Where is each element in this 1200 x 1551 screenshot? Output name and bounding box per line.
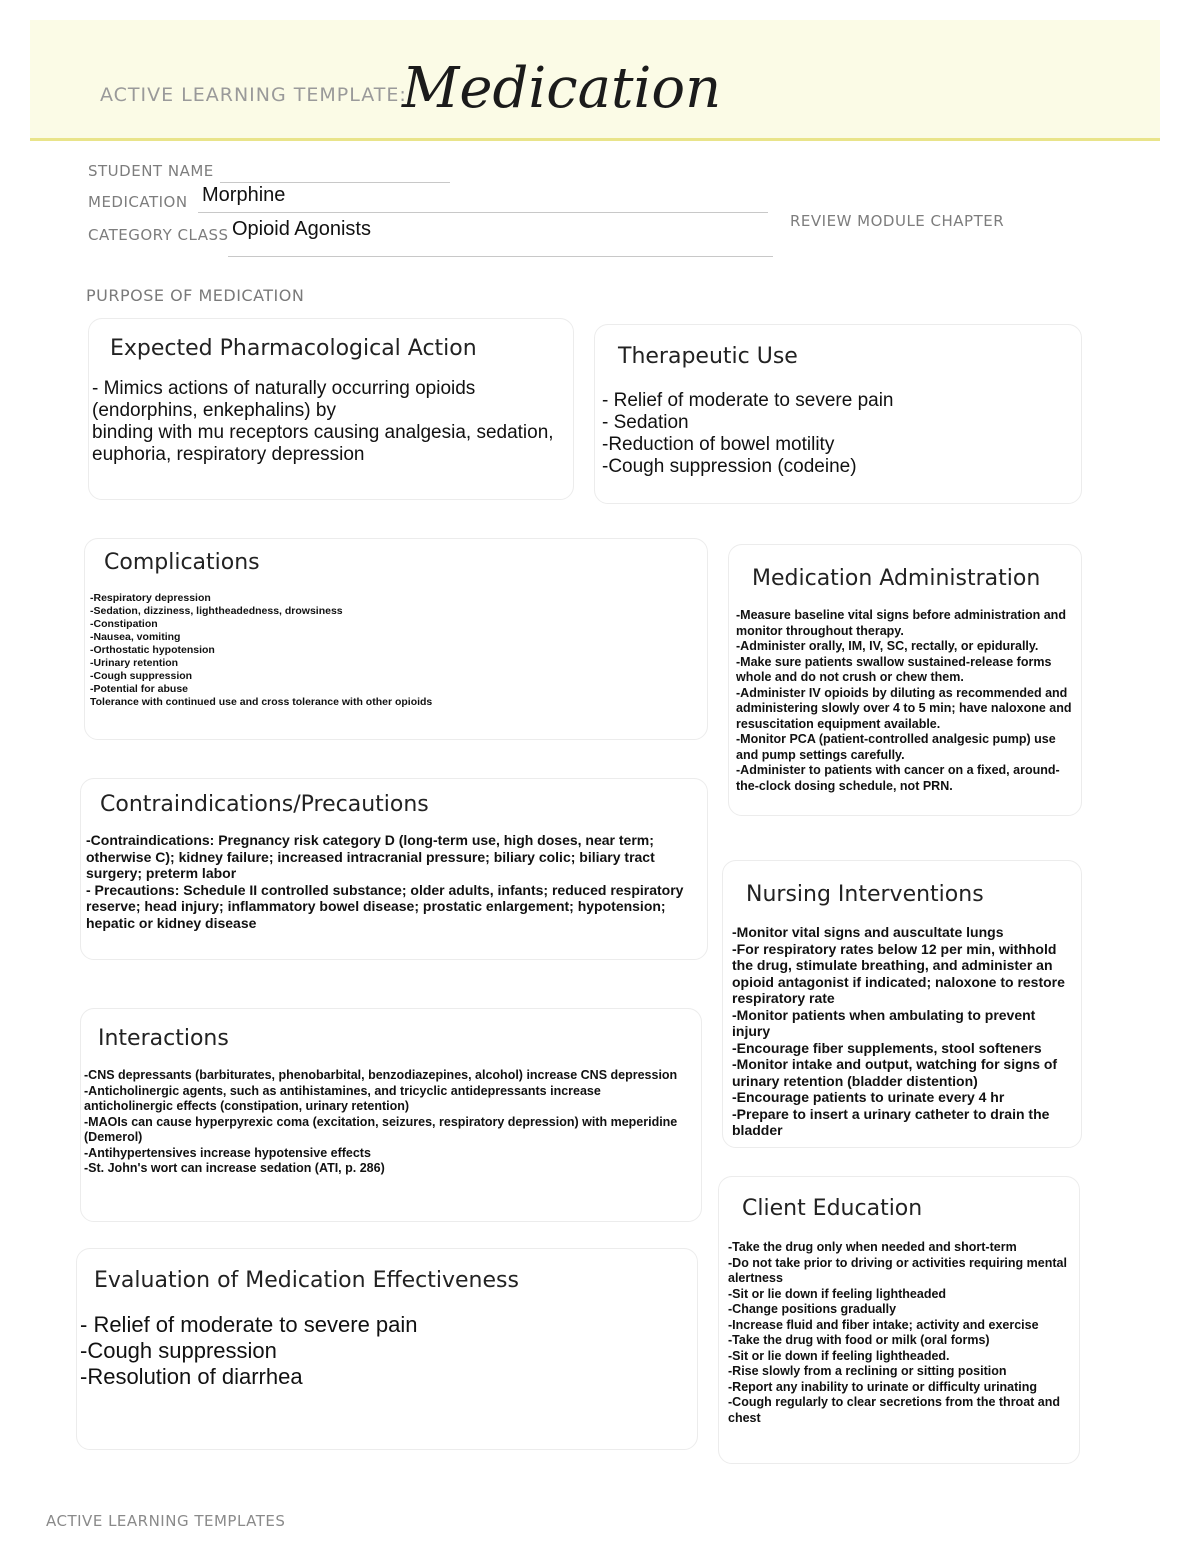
list-item: -Monitor vital signs and auscultate lungs	[732, 924, 1004, 940]
list-item: -Monitor PCA (patient-controlled analgesic pump) use and pump settings carefully.	[736, 732, 1056, 762]
review-module-label: REVIEW MODULE CHAPTER	[790, 212, 1005, 230]
footer-label: ACTIVE LEARNING TEMPLATES	[46, 1512, 286, 1530]
list-item: -Potential for abuse	[90, 683, 189, 695]
list-item: binding with mu receptors causing analgesia, sedation,	[92, 422, 554, 443]
list-item: - Mimics actions of naturally occurring opioids	[92, 378, 476, 399]
list-item: -CNS depressants (barbiturates, phenobarbital, benzodiazepines, alcohol) increase CNS depression	[84, 1068, 678, 1082]
list-item: -St. John's wort can increase sedation (ATI, p. 286)	[84, 1161, 385, 1175]
nursing-interventions-title: Nursing Interventions	[746, 882, 984, 907]
list-item: -Prepare to insert a urinary catheter to drain the bladder	[732, 1105, 1050, 1138]
client-education-title: Client Education	[742, 1196, 923, 1221]
list-item: -Respiratory depression	[90, 592, 211, 604]
list-item: -Antihypertensives increase hypotensive effects	[84, 1145, 371, 1160]
medication-administration-list	[736, 608, 1072, 794]
contraindications-list	[86, 832, 686, 931]
header-divider	[30, 138, 1160, 141]
list-item: -Anticholinergic agents, such as antihistamines, and tricyclic antidepressants increase anticholinergic effects (constipation, urinary retention)	[84, 1083, 601, 1113]
complications-title: Complications	[104, 550, 260, 575]
student-name-label: STUDENT NAME	[88, 162, 214, 180]
list-item: -Cough regularly to clear secretions from the throat and chest	[728, 1395, 1061, 1425]
list-item: - Sedation	[602, 412, 689, 433]
list-item: -Constipation	[90, 618, 158, 630]
list-item: -Cough suppression (codeine)	[602, 456, 857, 477]
list-item: -Nausea, vomiting	[90, 631, 181, 643]
list-item: - Relief of moderate to severe pain	[80, 1312, 418, 1337]
list-item: -Rise slowly from a reclining or sitting position	[728, 1364, 1007, 1378]
list-item: -Administer orally, IM, IV, SC, rectally, or epidurally.	[736, 639, 1039, 653]
list-item: -Do not take prior to driving or activities requiring mental alertness	[728, 1255, 1067, 1285]
list-item: -Encourage patients to urinate every 4 hr	[732, 1089, 1005, 1105]
list-item: -Sedation, dizziness, lightheadedness, drowsiness	[90, 605, 343, 617]
interactions-list	[84, 1068, 690, 1177]
list-item: - Precautions: Schedule II controlled substance; older adults, infants; reduced respiratory reserve; head injury; inflammatory bowel disease; prostatic enlargement; hypotension; hepatic or kidney disease	[86, 881, 684, 931]
list-item: - Relief of moderate to severe pain	[602, 390, 894, 411]
list-item: -Take the drug with food or milk (oral forms)	[728, 1333, 990, 1347]
list-item: -Make sure patients swallow sustained-release forms whole and do not crush or chew them.	[736, 654, 1052, 684]
complications-list	[90, 592, 690, 709]
evaluation-list	[80, 1312, 680, 1390]
template-label: ACTIVE LEARNING TEMPLATE:	[100, 84, 407, 106]
list-item: euphoria, respiratory depression	[92, 444, 365, 465]
evaluation-title: Evaluation of Medication Effectiveness	[94, 1268, 519, 1293]
page-title: Medication	[402, 56, 722, 121]
list-item: -Encourage fiber supplements, stool softeners	[732, 1039, 1042, 1056]
client-education-list	[728, 1240, 1070, 1426]
list-item: -Cough suppression	[90, 670, 193, 682]
contraindications-title: Contraindications/Precautions	[100, 792, 429, 817]
list-item: -Change positions gradually	[728, 1302, 897, 1316]
list-item: -Administer to patients with cancer on a fixed, around-the-clock dosing schedule, not PRN.	[736, 763, 1060, 793]
list-item: Tolerance with continued use and cross tolerance with other opioids	[90, 696, 433, 708]
medication-label: MEDICATION	[88, 193, 188, 211]
medication-administration-title: Medication Administration	[752, 566, 1041, 591]
list-item: -MAOIs can cause hyperpyrexic coma (excitation, seizures, respiratory depression) with meperidine (Demerol)	[84, 1114, 678, 1144]
list-item: -Sit or lie down if feeling lightheaded.	[728, 1348, 950, 1363]
student-name-line	[220, 182, 450, 183]
category-class-label: CATEGORY CLASS	[88, 226, 229, 244]
list-item: -Measure baseline vital signs before administration and monitor throughout therapy.	[736, 608, 1066, 638]
list-item: -Report any inability to urinate or difficulty urinating	[728, 1379, 1038, 1394]
list-item: -Resolution of diarrhea	[80, 1364, 303, 1389]
medication-value: Morphine	[202, 184, 286, 206]
list-item: -Take the drug only when needed and short-term	[728, 1240, 1017, 1254]
list-item: -Reduction of bowel motility	[602, 434, 835, 455]
medication-line	[198, 212, 768, 213]
list-item: (endorphins, enkephalins) by	[92, 400, 336, 421]
list-item: -Increase fluid and fiber intake; activity and exercise	[728, 1317, 1039, 1332]
purpose-label: PURPOSE OF MEDICATION	[86, 286, 305, 305]
list-item: -Urinary retention	[90, 657, 179, 669]
list-item: -Monitor intake and output, watching for signs of urinary retention (bladder distention)	[732, 1056, 1058, 1089]
list-item: -Cough suppression	[80, 1338, 277, 1363]
list-item: -Monitor patients when ambulating to prevent injury	[732, 1006, 1036, 1039]
list-item: -Administer IV opioids by diluting as recommended and administering slowly over 4 to 5 min; have naloxone and resuscitation equipment available.	[736, 685, 1072, 731]
list-item: -For respiratory rates below 12 per min, withhold the drug, stimulate breathing, and administer an opioid antagonist if indicated; naloxone to restore respiratory rate	[732, 940, 1065, 1006]
therapeutic-use-title: Therapeutic Use	[618, 344, 798, 369]
category-class-value: Opioid Agonists	[232, 218, 371, 240]
interactions-title: Interactions	[98, 1026, 229, 1051]
list-item: -Contraindications: Pregnancy risk category D (long-term use, high doses, near term; otherwise C); kidney failure; increased intracranial pressure; biliary colic; biliary tract surgery; preterm labor	[86, 832, 655, 881]
expected-action-list	[92, 378, 568, 466]
expected-action-title: Expected Pharmacological Action	[110, 336, 477, 361]
category-class-line	[228, 256, 773, 257]
nursing-interventions-list	[732, 924, 1072, 1139]
therapeutic-use-list	[602, 390, 1072, 478]
list-item: -Orthostatic hypotension	[90, 644, 215, 656]
list-item: -Sit or lie down if feeling lightheaded	[728, 1286, 947, 1301]
